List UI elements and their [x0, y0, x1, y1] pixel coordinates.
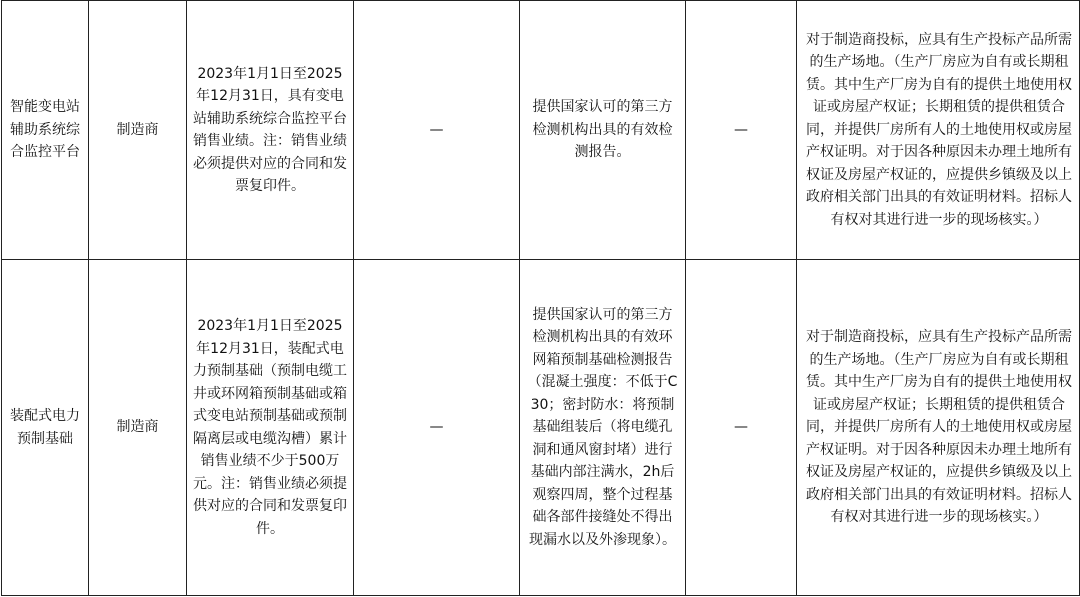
qualification-table: [1, 0, 1080, 596]
bidder-role: 制造商: [116, 121, 159, 138]
dash-placeholder: —: [734, 121, 748, 138]
test-report-requirement: 提供国家认可的第三方检测机构出具的有效环网箱预制基础检测报告（混凝土强度：不低于C30；密封防水：将预制基础组装后（将电缆孔洞和通风窗封堵）进行基础内部注满水，2h后观察四周，整个过程基础各部件接缝处不得出现漏水以及外渗现象）。: [527, 306, 678, 548]
product-cell: [2, 1, 89, 260]
empty-cell: [686, 1, 797, 260]
table-row: [2, 1, 1080, 260]
production-site-requirement: 对于制造商投标，应具有生产投标产品所需的生产场地。（生产厂房应为自有或长期租赁。其中生产厂房为自有的提供土地使用权证或房屋产权证；长期租赁的提供租赁合同，并提供厂房所有人的土地使用权或房屋产权证明。对于因各种原因未办理土地所有权证及房屋产权证的，应提供乡镇级及以上政府相关部门出具的有效证明材料。招标人有权对其进行进一步的现场核实。）: [806, 329, 1072, 526]
empty-cell: [354, 260, 520, 596]
performance-requirement: 2023年1月1日至2025年12月31日，具有变电站辅助系统综合监控平台销售业绩。注：销售业绩必须提供对应的合同和发票复印件。: [193, 65, 347, 194]
test-report-requirement: 提供国家认可的第三方检测机构出具的有效检测报告。: [532, 99, 673, 161]
product-cell: [2, 260, 89, 596]
bidder-role: 制造商: [116, 419, 159, 436]
performance-requirement: 2023年1月1日至2025年12月31日，装配式电力预制基础（预制电缆工井或环网箱预制基础或箱式变电站预制基础或预制隔离层或电缆沟槽）累计销售业绩不少于500万元。注：销售业绩必须提供对应的合同和发票复印件。: [193, 318, 347, 537]
table-row: [2, 260, 1080, 596]
performance-cell: [187, 260, 354, 596]
product-name: 智能变电站辅助系统综合监控平台: [10, 99, 80, 161]
dash-placeholder: —: [429, 121, 444, 138]
site-cell: [797, 1, 1080, 260]
role-cell: [89, 260, 187, 596]
empty-cell: [354, 1, 520, 260]
report-cell: [520, 1, 686, 260]
role-cell: [89, 1, 187, 260]
production-site-requirement: 对于制造商投标，应具有生产投标产品所需的生产场地。（生产厂房应为自有或长期租赁。其中生产厂房为自有的提供土地使用权证或房屋产权证；长期租赁的提供租赁合同，并提供厂房所有人的土地使用权或房屋产权证明。对于因各种原因未办理土地所有权证及房屋产权证的，应提供乡镇级及以上政府相关部门出具的有效证明材料。招标人有权对其进行进一步的现场核实。）: [806, 31, 1072, 228]
dash-placeholder: —: [734, 419, 748, 436]
product-name: 装配式电力预制基础: [10, 408, 80, 447]
dash-placeholder: —: [429, 419, 444, 436]
report-cell: [520, 260, 686, 596]
performance-cell: [187, 1, 354, 260]
site-cell: [797, 260, 1080, 596]
empty-cell: [686, 260, 797, 596]
